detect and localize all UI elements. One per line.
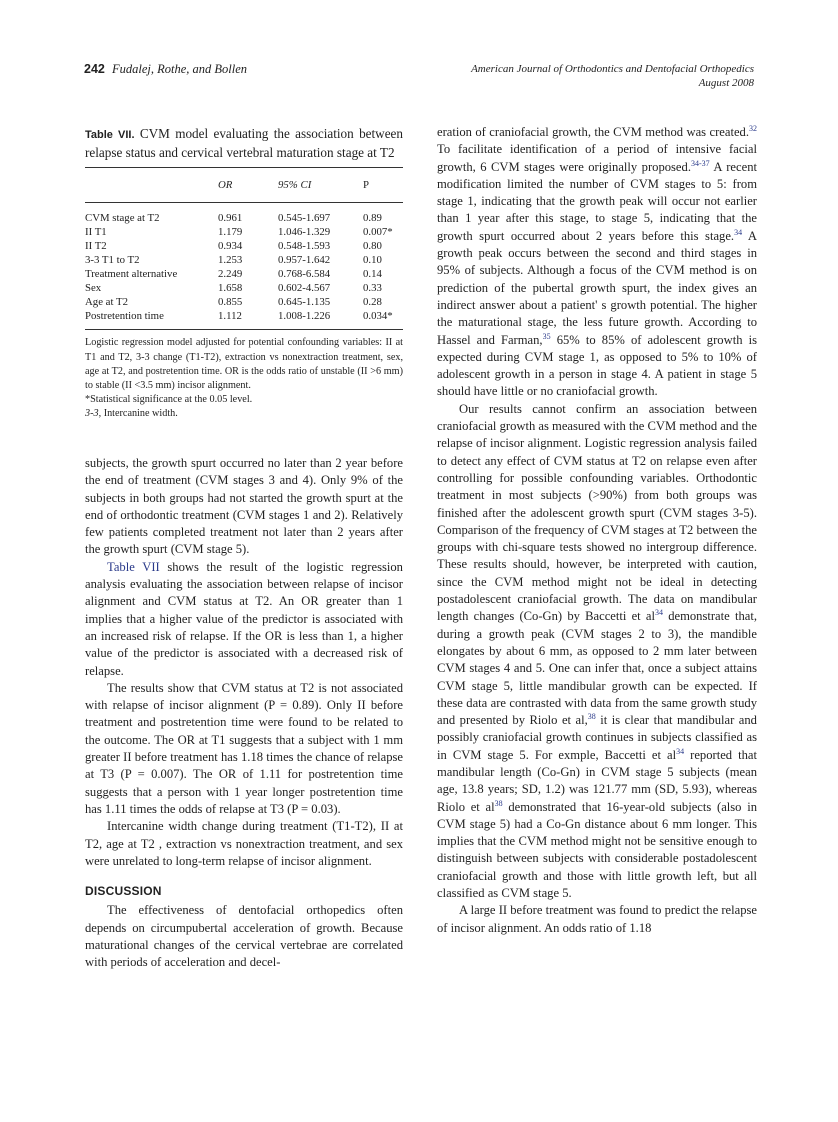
text: Our results cannot confirm an association between craniofacial growth as measured with the CVM method and the relapse of incisor alignment. Logistic regression analysis failed to detect any effect of CVM status at T2 on relapse even after controlling for possible confounding variables. Orthodontic treatment in most subjects (>90%) from both groups was finished after the adolescent growth spurt (CVM stages 3-5). Comparison of the frequency of CVM stages at T2 between the groups with chi-square tests showed no intergroup difference. These results should, however, be interpreted with caution, since the CVM method might not be ideal in detecting postadolescent craniofacial growth. The data on mandibular length changes (Co-Gn) by Baccetti et al [437,401,757,624]
text: To facilitate identification of a period of intensive facial growth, 6 CVM stages were originally proposed. [437,142,757,174]
journal-name: American Journal of Orthodontics and Dentofacial Orthopedics [471,63,754,75]
table-row [85,295,403,309]
cell-variable: II T1 [85,226,107,239]
text: 65% to 85% of adolescent growth is expected during CVM stage 1, as opposed to 5% to 10% of adolescent growth in a person in stage 4. A patient in stage 5 should have little or no craniofacial growth. [437,332,757,399]
cell-or: 0.934 [218,240,243,253]
cell-variable: 3-3 T1 to T2 [85,254,140,267]
cell-ci: 0.957-1.642 [278,254,331,267]
abbrev-definition: Intercanine width. [101,408,178,420]
text: A growth peak occurs between the second and third stages in 95% of subjects. Although a focus of the CVM method is on prediction of the pubertal growth spurt, the index gives an indirect answer about a patient' s growth potential. The higher the maturational stage, the less future growth. According to Hassel and Farman, [437,228,757,347]
cell-p: 0.034* [363,310,393,323]
cell-p: 0.10 [363,254,382,267]
cell-or: 1.658 [218,282,243,295]
paragraph: The results show that CVM status at T2 is not associated with relapse of incisor alignment (P = 0.89). Only II before treatment and postretention time were found to be related to the outcome. The OR at T1 suggests that a subject with 1 mm greater II before treatment has 1.18 times the chance of relapse at T3 (P = 0.007). The OR of 1.11 for postretention time suggests that a person with 1 year longer postretention time has 1.11 times the odds of relapse at T3 (P = 0.03). [85,680,403,816]
cell-ci: 1.008-1.226 [278,310,331,323]
issue-date: August 2008 [698,77,754,89]
text: demonstrated that 16-year-old subjects (also in CVM stage 5) had a Co-Gn distance about 6 mm longer. This implies that the CVM method might not be sensitive enough to distinguish between subjects with considerable postadolescent craniofacial growth and those with little growth left, but all classified as CVM stage 5. [437,799,757,901]
cell-or: 1.112 [218,310,242,323]
table-footnote-significance: *Statistical significance at the 0.05 level. [85,394,253,406]
col-header-p: P [363,168,403,203]
paragraph [437,124,757,401]
paragraph: Intercanine width change during treatment (T1-T2), II at T2, age at T2 , extraction vs nonextraction treatment, and sex were unrelated to long-term relapse of incisor alignment. [85,819,403,868]
table-row [85,281,403,295]
table-vii-link[interactable]: Table VII [107,559,160,574]
left-column-body [85,455,403,972]
text: demonstrate that, during a growth peak (CVM stages 2 to 3), the mandible elongates by about 6 mm, as opposed to 2 mm later between CVM stages 4 and 5. One can infer that, once a subject attains CVM stage 5, little mandibular growth can be expected. If these data are contrasted with data from the same growth study and presented by Riolo et al, [437,609,757,728]
cell-variable: Treatment alternative [85,268,178,281]
table-footnote-abbrev [85,407,403,421]
section-heading-discussion: DISCUSSION [85,884,162,899]
cell-ci: 1.046-1.329 [278,226,331,239]
left-column [85,125,403,422]
text: it is clear that mandibular and possibly craniofacial growth continues in subjects classified as in CVM stage 5. For exmple, Baccetti et al [437,713,757,762]
cell-variable: Age at T2 [85,296,128,309]
table-vii [85,125,403,422]
table-row [85,203,403,226]
cell-p: 0.007* [363,226,393,239]
cell-p: 0.14 [363,268,382,281]
paragraph: subjects, the growth spurt occurred no later than 2 year before the end of treatment (CVM stages 3 and 4). Only 9% of the subjects in both groups had not started the growth spurt at the end of orthodontic treatment (CVM stages 1 and 2). Relatively few patients completed treatment not later than 2 years after the growth spurt (CVM stage 5). [85,456,403,557]
citation-link[interactable]: 35 [542,331,551,341]
cell-or: 2.249 [218,268,243,281]
col-header-or: OR [218,168,278,203]
cell-ci: 0.545-1.697 [278,212,331,225]
citation-link[interactable]: 34 [654,608,663,618]
paragraph: The effectiveness of dentofacial orthopedics often depends on circumpubertal acceleration of growth. Because maturational changes of the cervical vertebrae are correlated with periods of acceleration and decel- [85,903,403,970]
running-authors: Fudalej, Rothe, and Bollen [111,62,248,76]
table-label: Table VII. [85,129,135,141]
text: reported that mandibular length (Co-Gn) in CVM stage 5 subjects (mean age, 13.8 years; SD, 1.2) was 121.77 mm (SD, 5.93), whereas Riolo et al [437,747,757,814]
paragraph: A large II before treatment was found to predict the relapse of incisor alignment. An odds ratio of 1.18 [437,903,757,935]
cell-p: 0.80 [363,240,382,253]
citation-link[interactable]: 38 [494,798,503,808]
cell-variable: Sex [85,282,102,295]
citation-link[interactable]: 38 [587,711,596,721]
cell-p: 0.28 [363,296,382,309]
table-caption-text: CVM model evaluating the association between relapse status and cervical vertebral maturation stage at T2 [85,126,404,160]
cell-or: 1.253 [218,254,243,267]
col-header-variable [85,168,218,203]
running-header-right [471,62,754,90]
table-row [85,267,403,281]
text: eration of craniofacial growth, the CVM method was created. [437,125,749,139]
cell-or: 0.961 [218,212,243,225]
cell-ci: 0.645-1.135 [278,296,331,309]
cell-or: 1.179 [218,226,243,239]
cell-or: 0.855 [218,296,243,309]
abbrev-term: 3-3, [85,408,102,420]
citation-link[interactable]: 34 [676,746,685,756]
cell-variable: II T2 [85,240,107,253]
running-header-left [84,62,247,77]
col-header-ci: 95% CI [278,168,363,203]
citation-link[interactable]: 34 [734,227,743,237]
cell-ci: 0.602-4.567 [278,282,331,295]
cell-ci: 0.768-6.584 [278,268,331,281]
table-row [85,239,403,253]
table-caption [85,125,403,161]
cell-variable: Postretention time [85,310,164,323]
cell-ci: 0.548-1.593 [278,240,331,253]
cell-p: 0.89 [363,212,382,225]
paragraph [437,401,757,903]
text: A recent modification limited the number of CVM stages to 5: from stage 1, indicating that the growth peak will occur not earlier than 1 year after this stage, to stage 5, indicating that the growth spurt occurred about 2 years before this stage. [437,159,757,243]
right-column [437,124,757,937]
table-row [85,225,403,239]
page-number: 242 [84,62,105,76]
table-row [85,253,403,267]
table-row [85,309,403,330]
paragraph-text: shows the result of the logistic regression analysis evaluating the association between relapse of incisor alignment and CVM status at T2. An OR greater than 1 implies that a higher value of the predictor is associated with an increased risk of relapse. If the OR is less than 1, a higher value of the predictor is associated with a decreased risk of relapse. [85,559,403,678]
table-header-row [85,168,403,203]
citation-link[interactable]: 34-37 [690,158,710,168]
table-footnote-main: Logistic regression model adjusted for potential confounding variables: II at T1 and T2, 3-3 change (T1-T2), extraction vs nonextraction treatment, sex, age at T2, and postretention time. OR is the odds ratio of unstable (II >6 mm) to stable (II <3.5 mm) incisor alignment. [85,337,403,391]
cell-variable: CVM stage at T2 [85,212,160,225]
paragraph [85,559,403,680]
table-footnotes [85,336,403,421]
cell-p: 0.33 [363,282,382,295]
results-table [85,167,403,330]
citation-link[interactable]: 32 [749,123,757,133]
